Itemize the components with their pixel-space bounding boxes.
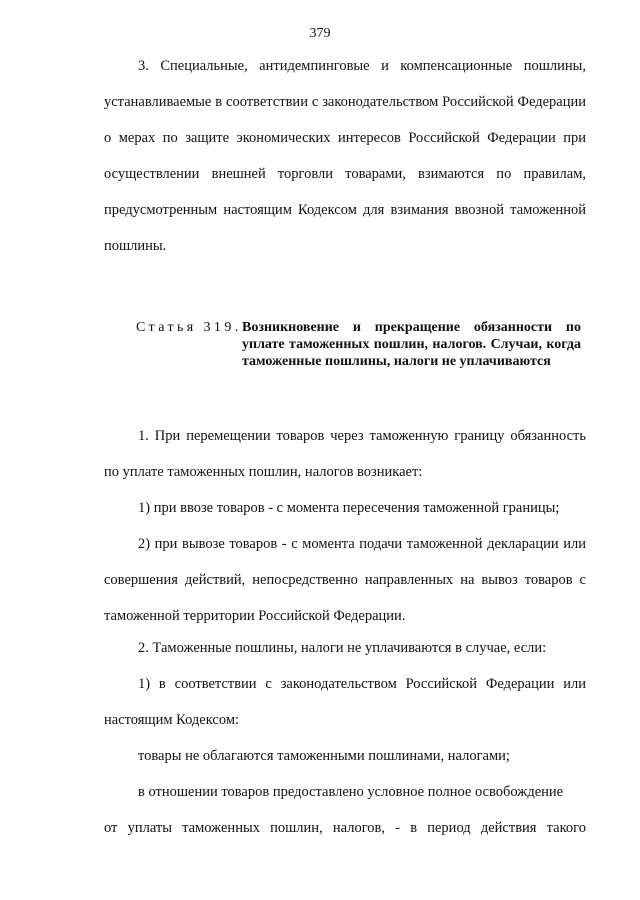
- clause-2-item-1-b-line-2: от уплаты таможенных пошлин, налогов, - в период действия такого: [104, 820, 586, 836]
- clause-2-item-1-b-line-1: в отношении товаров предоставлено условное полное освобождение: [138, 784, 564, 800]
- section-3-paragraph: 3. Специальные, антидемпинговые и компенсационные пошлины, устанавливаемые в соответствии с законодательством Российской Федерации о мерах по защите экономических интересов Российской Федерации при осуществлении внешней торговли товарами, взимаются по правилам, предусмотренным настоящим Кодексом для взимания ввозной таможенной пошлины.: [104, 58, 586, 254]
- clause-1-paragraph: 1. При перемещении товаров через таможенную границу обязанность по уплате таможенных пошлин, налогов возникает:: [104, 428, 586, 480]
- page-number: 379: [309, 26, 331, 41]
- clause-2-item-1-a: товары не облагаются таможенными пошлинами, налогами;: [138, 748, 510, 764]
- clause-2-paragraph: 2. Таможенные пошлины, налоги не уплачиваются в случае, если:: [138, 640, 547, 656]
- clause-1-item-2: 2) при вывозе товаров - с момента подачи таможенной декларации или совершения действий, непосредственно направленных на вывоз товаров с таможенной территории Российской Федерации.: [104, 536, 586, 624]
- clause-2-item-1: 1) в соответствии с законодательством Российской Федерации или настоящим Кодексом:: [104, 676, 586, 728]
- clause-1-item-1: 1) при ввозе товаров - с момента пересечения таможенной границы;: [138, 500, 560, 516]
- article-title: Возникновение и прекращение обязанности по уплате таможенных пошлин, налогов. Случаи, когда таможенные пошлины, налоги не уплачиваются: [242, 320, 581, 369]
- article-label: Статья 319.: [136, 320, 242, 335]
